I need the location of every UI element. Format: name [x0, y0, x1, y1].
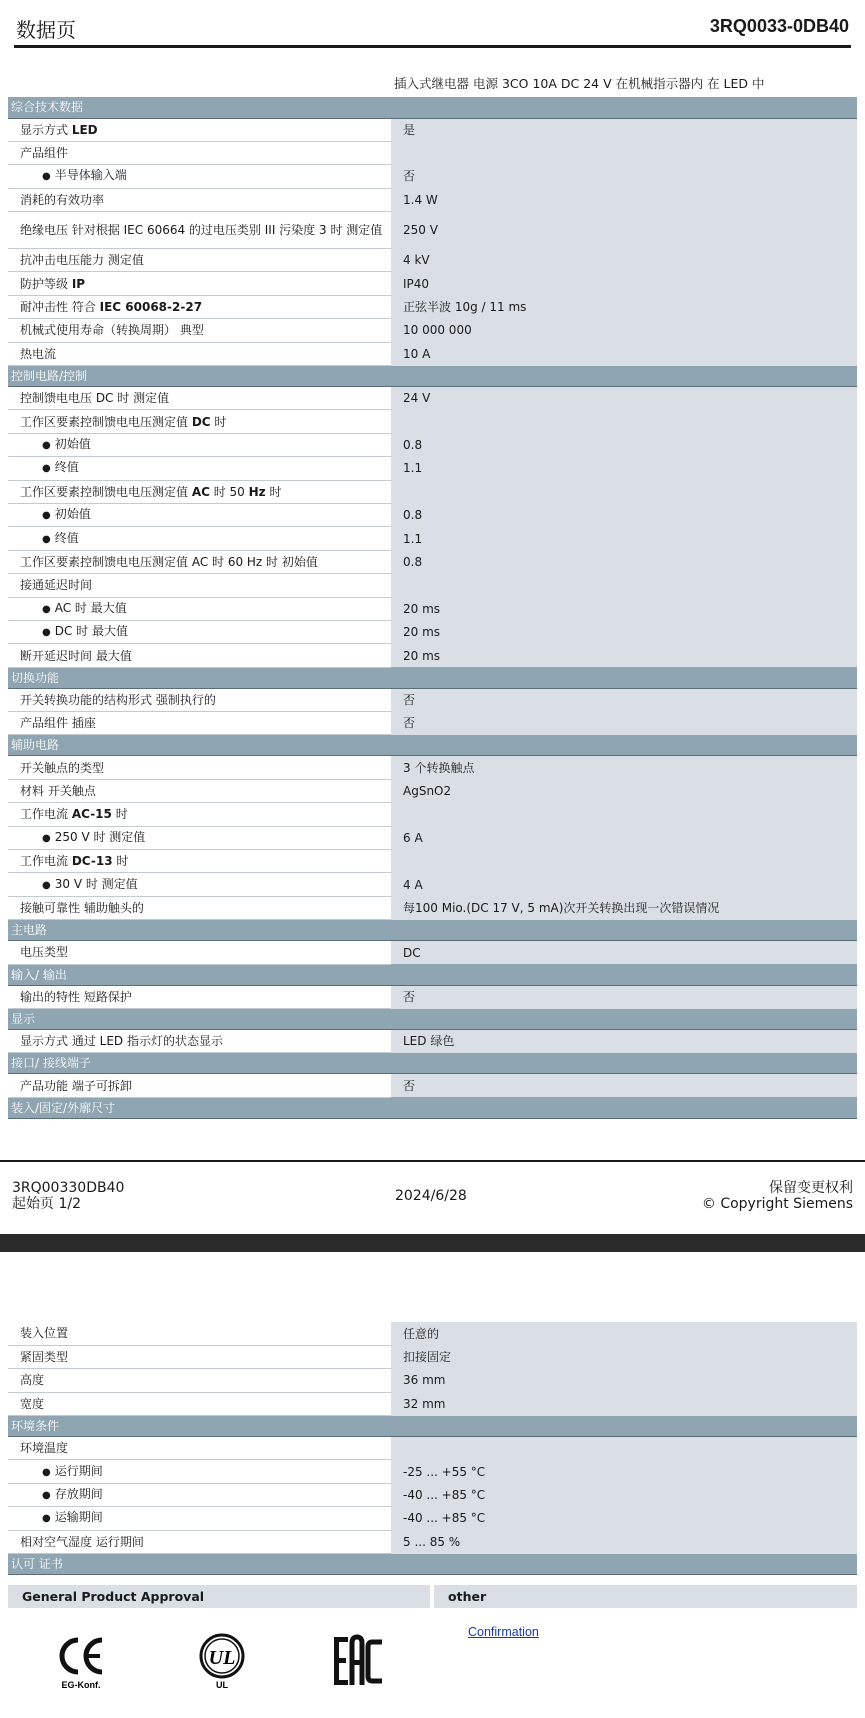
bullet-icon: ●: [42, 1466, 51, 1478]
spec-value: 250 V: [391, 212, 857, 249]
spec-label-text: 接通延迟时间: [20, 578, 93, 593]
spec-row: [8, 212, 857, 249]
bullet-icon: ●: [42, 533, 51, 545]
spec-row: [8, 550, 857, 573]
footer-left: [12, 1180, 124, 1212]
spec-label-text: 材料 开关触点: [20, 784, 96, 799]
spec-row: [8, 873, 857, 896]
page-title: 数据页: [16, 18, 76, 42]
spec-value: 任意的: [391, 1322, 857, 1345]
spec-value: DC: [391, 941, 857, 964]
page-separator: [0, 1234, 865, 1252]
section-title: 显示: [8, 1009, 857, 1030]
spec-row: [8, 1507, 857, 1530]
section-title: 切换功能: [8, 667, 857, 688]
approval-col-other: other: [434, 1585, 857, 1608]
spec-label-text: 机械式使用寿命（转换周期） 典型: [20, 323, 204, 338]
page-footer: [0, 1160, 865, 1234]
spec-row: [8, 165, 857, 188]
spec-label-text: 工作区要素控制馈电电压测定值: [20, 414, 192, 429]
ul-mark-logo: [196, 1632, 248, 1690]
spec-label-text: 控制馈电电压 DC 时 测定值: [20, 391, 170, 406]
spec-row: [8, 527, 857, 550]
spec-label: [8, 342, 391, 365]
spec-value: 0.8: [391, 433, 857, 456]
spec-value: 否: [391, 1074, 857, 1097]
spec-label: [8, 480, 391, 503]
footer-page-number: 起始页 1/2: [12, 1196, 81, 1212]
spec-row: [8, 249, 857, 272]
product-code: 3RQ0033-0DB40: [709, 16, 849, 36]
spec-label-text: 显示方式: [20, 122, 72, 137]
spec-value: 6 A: [391, 826, 857, 849]
spec-value: -40 ... +85 °C: [391, 1483, 857, 1506]
spec-row: [8, 141, 857, 164]
ul-icon: [196, 1632, 248, 1690]
spec-row: [8, 1437, 857, 1460]
spec-label: [8, 1460, 391, 1483]
spec-row: [8, 620, 857, 643]
spec-label: [8, 165, 391, 188]
spec-value: 0.8: [391, 550, 857, 573]
approval-col-general: General Product Approval: [8, 1585, 430, 1608]
spec-value: 3 个转换触点: [391, 756, 857, 779]
spec-value: 否: [391, 165, 857, 188]
spec-value: 5 ... 85 %: [391, 1530, 857, 1553]
spec-label-part: DC-13: [71, 854, 113, 869]
spec-label: [8, 272, 391, 295]
spec-label: [8, 941, 391, 964]
section-title: 主电路: [8, 920, 857, 941]
section-header: [8, 366, 857, 387]
spec-label-text: 终值: [54, 530, 79, 545]
spec-table-page-2: [8, 1322, 857, 1575]
spec-row: [8, 1483, 857, 1506]
spec-label: [8, 1530, 391, 1553]
eac-mark-logo: [332, 1633, 392, 1689]
spec-value: [391, 480, 857, 503]
footer-right: [702, 1180, 853, 1212]
spec-label: [8, 896, 391, 919]
spec-value: 10 A: [391, 342, 857, 365]
spec-label-text: 开关转换功能的结构形式 强制执行的: [20, 692, 216, 707]
ce-caption: EG-Konf.: [61, 1680, 101, 1690]
spec-value: 20 ms: [391, 644, 857, 667]
spec-row: [8, 480, 857, 503]
spec-label-text: 抗冲击电压能力 测定值: [20, 253, 144, 268]
spec-label-text: AC 时 最大值: [54, 600, 127, 615]
spec-label-text: 接触可靠性 辅助触头的: [20, 901, 144, 916]
spec-label: [8, 433, 391, 456]
section-header: [8, 667, 857, 688]
spec-value: 1.1: [391, 457, 857, 480]
ul-logo-text: UL: [208, 1647, 236, 1669]
spec-label-part: 时: [112, 854, 129, 869]
spec-label: [8, 319, 391, 342]
spec-label-text: 开关触点的类型: [20, 760, 105, 775]
spec-row: [8, 1345, 857, 1368]
spec-row: [8, 941, 857, 964]
spec-value: 是: [391, 118, 857, 141]
spec-value: LED 绿色: [391, 1030, 857, 1053]
spec-label-text: 初始值: [54, 507, 91, 522]
spec-label: [8, 387, 391, 410]
ce-icon: [54, 1634, 108, 1690]
spec-label-text: 环境温度: [20, 1441, 69, 1456]
spec-label-text: 防护等级: [20, 276, 72, 291]
section-title: 输入/ 输出: [8, 964, 857, 985]
spec-label: [8, 1345, 391, 1368]
spec-label-text: 装入位置: [20, 1326, 69, 1341]
section-title: 环境条件: [8, 1416, 857, 1437]
spec-value: 10 000 000: [391, 319, 857, 342]
spec-label-text: 紧固类型: [20, 1350, 69, 1365]
spec-label: [8, 688, 391, 711]
ul-caption: UL: [216, 1680, 228, 1690]
section-header: [8, 1053, 857, 1074]
spec-label: [8, 574, 391, 597]
spec-label-text: 工作电流: [20, 854, 72, 869]
spec-value: 24 V: [391, 387, 857, 410]
footer-rights: 保留变更权利: [769, 1180, 853, 1196]
spec-value: IP40: [391, 272, 857, 295]
spec-value: 4 A: [391, 873, 857, 896]
bullet-icon: ●: [42, 439, 51, 451]
spec-row: [8, 295, 857, 318]
spec-label: [8, 503, 391, 526]
bullet-icon: ●: [42, 879, 51, 891]
spec-row: [8, 1322, 857, 1345]
spec-label: [8, 118, 391, 141]
footer-order-number: 3RQ00330DB40: [12, 1180, 125, 1196]
spec-label: [8, 850, 391, 873]
spec-label-text: 产品组件 插座: [20, 716, 96, 731]
spec-label-part: 时 50: [209, 484, 249, 499]
spec-label-text: 产品功能 端子可拆卸: [20, 1078, 132, 1093]
spec-row: [8, 896, 857, 919]
spec-value: 否: [391, 712, 857, 735]
spec-row: [8, 688, 857, 711]
spec-row: [8, 387, 857, 410]
bullet-icon: ●: [42, 603, 51, 615]
bullet-icon: ●: [42, 463, 51, 475]
spec-label-part: 时: [111, 807, 128, 822]
spec-value: 否: [391, 688, 857, 711]
spec-value: 扣接固定: [391, 1345, 857, 1368]
spec-label: [8, 1483, 391, 1506]
spec-row: [8, 1460, 857, 1483]
section-title: 认可 证书: [8, 1554, 857, 1575]
section-title: 接口/ 接线端子: [8, 1053, 857, 1074]
spec-label-part: LED: [71, 122, 98, 137]
spec-row: [8, 1369, 857, 1392]
spec-row: [8, 985, 857, 1008]
spec-value: 0.8: [391, 503, 857, 526]
spec-row: [8, 1074, 857, 1097]
spec-row: [8, 803, 857, 826]
spec-value: -25 ... +55 °C: [391, 1460, 857, 1483]
spec-value: 1.1: [391, 527, 857, 550]
spec-label-text: 输出的特性 短路保护: [20, 989, 132, 1004]
spec-label-part: IP: [71, 276, 86, 291]
spec-row: [8, 597, 857, 620]
spec-label: [8, 803, 391, 826]
section-header: [8, 1416, 857, 1437]
spec-label-part: AC-15: [71, 807, 112, 822]
spec-label-text: 热电流: [20, 346, 57, 361]
footer-date: 2024/6/28: [395, 1188, 467, 1204]
spec-label: [8, 295, 391, 318]
spec-label: [8, 1322, 391, 1345]
spec-value: [391, 1437, 857, 1460]
spec-label: [8, 1074, 391, 1097]
spec-label-part: AC: [191, 484, 210, 499]
spec-label-text: 存放期间: [54, 1487, 103, 1502]
bullet-icon: ●: [42, 627, 51, 639]
spec-value: [391, 141, 857, 164]
section-header: [8, 1097, 857, 1118]
spec-row: [8, 272, 857, 295]
spec-row: [8, 188, 857, 211]
spec-value: [391, 803, 857, 826]
spec-label-text: 半导体输入端: [54, 168, 127, 183]
spec-label: [8, 985, 391, 1008]
spec-label: [8, 457, 391, 480]
spec-label-text: 绝缘电压 针对根据 IEC 60664 的过电压类别 III 污染度 3 时 测定值: [20, 223, 383, 238]
spec-label-text: 产品组件: [20, 146, 69, 161]
spec-row: [8, 756, 857, 779]
spec-label-part: 时: [210, 414, 227, 429]
spec-label-text: 运输期间: [54, 1510, 103, 1525]
spec-row: [8, 118, 857, 141]
spec-label: [8, 620, 391, 643]
spec-label-text: 30 V 时 测定值: [54, 876, 138, 891]
spec-label: [8, 1507, 391, 1530]
ce-mark-logo: [54, 1634, 108, 1690]
footer-copyright: © Copyright Siemens: [701, 1196, 853, 1212]
spec-label: [8, 597, 391, 620]
spec-label: [8, 1437, 391, 1460]
spec-row: [8, 342, 857, 365]
spec-label: [8, 141, 391, 164]
spec-row: [8, 574, 857, 597]
spec-label-text: 运行期间: [54, 1463, 103, 1478]
spec-row: [8, 1530, 857, 1553]
spec-value: 1.4 W: [391, 188, 857, 211]
spec-row: [8, 850, 857, 873]
spec-label-text: 终值: [54, 460, 79, 475]
section-title: 辅助电路: [8, 735, 857, 756]
spec-value: AgSnO2: [391, 779, 857, 802]
section-header: [8, 735, 857, 756]
spec-label: [8, 873, 391, 896]
bullet-icon: ●: [42, 171, 51, 183]
spec-label-part: 时: [265, 484, 282, 499]
spec-label-text: 工作区要素控制馈电电压测定值: [20, 484, 192, 499]
spec-value: 32 mm: [391, 1392, 857, 1415]
spec-label: [8, 410, 391, 433]
spec-label-text: 断开延迟时间 最大值: [20, 648, 132, 663]
bullet-icon: ●: [42, 1513, 51, 1525]
eac-icon: [332, 1633, 392, 1689]
spec-row: [8, 410, 857, 433]
spec-label-text: 初始值: [54, 436, 91, 451]
section-header: [8, 1009, 857, 1030]
section-header: [8, 97, 857, 118]
spec-row: [8, 826, 857, 849]
spec-label-text: 宽度: [20, 1396, 45, 1411]
spec-label-part: DC: [191, 414, 211, 429]
section-title: 装入/固定/外廓尺寸: [8, 1097, 857, 1118]
spec-value: 36 mm: [391, 1369, 857, 1392]
spec-table-page-1: [8, 97, 857, 1119]
bullet-icon: ●: [42, 832, 51, 844]
spec-label-text: 高度: [20, 1373, 45, 1388]
spec-label: [8, 1030, 391, 1053]
section-header: [8, 920, 857, 941]
spec-value: [391, 574, 857, 597]
spec-row: [8, 319, 857, 342]
spec-value: 否: [391, 985, 857, 1008]
spec-label-text: 工作区要素控制馈电电压测定值 AC 时 60 Hz 时 初始值: [20, 554, 318, 569]
spec-label: [8, 826, 391, 849]
spec-label-text: 消耗的有效功率: [20, 192, 105, 207]
spec-label: [8, 756, 391, 779]
section-title: 综合技术数据: [8, 97, 857, 118]
product-description: 插入式继电器 电源 3CO 10A DC 24 V 在机械指示器内 在 LED 中: [394, 76, 765, 91]
spec-value: 20 ms: [391, 620, 857, 643]
confirmation-link[interactable]: Confirmation: [468, 1625, 539, 1639]
spec-row: [8, 503, 857, 526]
spec-label: [8, 644, 391, 667]
spec-label: [8, 527, 391, 550]
spec-label: [8, 779, 391, 802]
spec-row: [8, 712, 857, 735]
spec-row: [8, 779, 857, 802]
spec-value: [391, 850, 857, 873]
spec-label-text: 相对空气湿度 运行期间: [20, 1534, 144, 1549]
spec-label-part: Hz: [248, 484, 266, 499]
spec-value: 4 kV: [391, 249, 857, 272]
spec-label: [8, 188, 391, 211]
spec-label: [8, 712, 391, 735]
spec-label: [8, 249, 391, 272]
spec-label: [8, 1392, 391, 1415]
spec-label-text: 显示方式 通过 LED 指示灯的状态显示: [20, 1034, 223, 1049]
spec-label: [8, 1369, 391, 1392]
page-header: [14, 10, 851, 48]
bullet-icon: ●: [42, 510, 51, 522]
approvals-table: [8, 1585, 857, 1608]
spec-label: [8, 212, 391, 249]
section-title: 控制电路/控制: [8, 366, 857, 387]
spec-label-text: DC 时 最大值: [54, 624, 128, 639]
spec-value: -40 ... +85 °C: [391, 1507, 857, 1530]
spec-value: 每100 Mio.(DC 17 V, 5 mA)次开关转换出现一次错误情况: [391, 896, 857, 919]
spec-label-part: IEC 60068-2-27: [99, 300, 203, 315]
spec-row: [8, 457, 857, 480]
spec-label-text: 工作电流: [20, 807, 72, 822]
spec-row: [8, 1392, 857, 1415]
spec-value: [391, 410, 857, 433]
bullet-icon: ●: [42, 1490, 51, 1502]
section-header: [8, 1554, 857, 1575]
spec-label-text: 电压类型: [20, 945, 69, 960]
section-header: [8, 964, 857, 985]
spec-row: [8, 644, 857, 667]
spec-row: [8, 433, 857, 456]
spec-label-text: 耐冲击性 符合: [20, 300, 100, 315]
spec-label: [8, 550, 391, 573]
spec-value: 正弦半波 10g / 11 ms: [391, 295, 857, 318]
spec-label-text: 250 V 时 测定值: [54, 829, 146, 844]
spec-value: 20 ms: [391, 597, 857, 620]
spec-row: [8, 1030, 857, 1053]
